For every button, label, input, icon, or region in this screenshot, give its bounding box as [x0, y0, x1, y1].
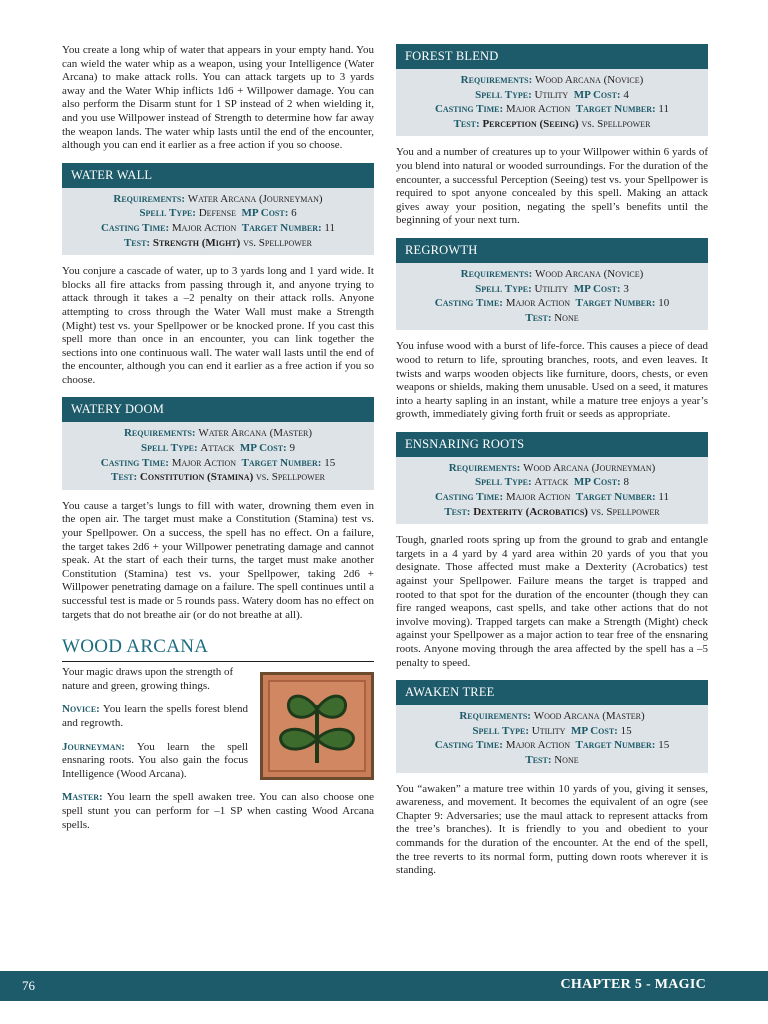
- spell-description: You “awaken” a mature tree within 10 yards of you, giving it senses, awareness, and movement. It becomes the equivalent of an ogre (see Chapter 9: Adversaries; use the maul attack to represent attacks from the tree’s branches). It is friendly to you and obedient to your commands for the duration of the encounter. At the end of the spell, the tree reverts to its normal form, putting down roots wherever it is standing.: [396, 782, 708, 877]
- page-number: 76: [22, 978, 35, 993]
- spell-forest-blend: [396, 44, 708, 136]
- spell-stats: Requirements: Wood Arcana (Novice) Spell Type: Utility MP Cost: 4 Casting Time: Major Action Target Number: 11 Test: Perception (Seeing) vs. Spellpower: [396, 69, 708, 136]
- spell-watery-doom: [62, 397, 374, 489]
- wood-arcana-block: [62, 666, 374, 832]
- spell-title: ENSNARING ROOTS: [396, 432, 708, 457]
- spell-title: REGROWTH: [396, 238, 708, 263]
- spell-description: You and a number of creatures up to your Willpower within 6 yards of you blend into natural or wooded surroundings. For the duration of the encounter, a successful Perception (Seeing) test vs. your Spellpower is required to spot anyone concealed by this spell. Making an attack gives away your position, negating the spell’s benefits until the beginning of your next turn.: [396, 146, 708, 227]
- water-whip-description: You create a long whip of water that appears in your empty hand. You can wield the water whip as a weapon, using your Intelligence (Water Arcana) to make attack rolls. You can attack targets up to 3 yards away and the Water Whip inflicts 1d6 + Willpower damage. You can also perform the Disarm stunt for 1 SP instead of 2 when wielding it, and you use Willpower instead of Strength to determine how far away the weapon lands. The water whip lasts until the end of the encounter, although you can end it earlier as a free action if you so choose.: [62, 44, 374, 152]
- page-footer: [0, 971, 768, 1001]
- spell-description: You cause a target’s lungs to fill with water, drowning them even in the open air. The target must make a Constitution (Stamina) test vs. your Spellpower. On a success, the spell has no effect. On a failure, the target takes 2d6 + your Willpower penetrating damage and cannot speak. At the start of each their turns, the target must make another Constitution (Stamina) test vs. your Spellpower, taking 2d6 + Willpower penetrating damage on a failure. The spell continues until a successful test is made or 5 rounds pass. Watery doom has no effect on targets that do not breathe air (or do not breathe at all).: [62, 499, 374, 621]
- spell-regrowth: [396, 238, 708, 330]
- spell-stats: Requirements: Wood Arcana (Master) Spell Type: Utility MP Cost: 15 Casting Time: Major Action Target Number: 15 Test: None: [396, 705, 708, 772]
- journeyman-rank: Journeyman: You learn the spell ensnaring roots. You also gain the focus Intelligence (Wood Arcana).: [62, 740, 248, 780]
- spell-water-wall: [62, 163, 374, 255]
- spell-awaken-tree: [396, 680, 708, 772]
- spell-description: You infuse wood with a burst of life-force. This causes a piece of dead wood to return to life, sprouting branches, roots, and even leaves. It twists and warps wooden objects like furniture, doors, chests, or even weapons or shields, making them unusable. Used on a seed, it matures into a hearty sapling in an instant, while a mature tree enjoys a year’s growth, immediately giving forth fruit or seeds as appropriate.: [396, 340, 708, 421]
- spell-ensnaring-roots: [396, 432, 708, 524]
- sprout-icon: [263, 675, 371, 777]
- spell-title: FOREST BLEND: [396, 44, 708, 69]
- spell-description: You conjure a cascade of water, up to 3 yards long and 1 yard wide. It blocks all fire attacks from passing through it, and anyone trying to attack through it takes a –2 penalty on their attack rolls. Anyone attempting to cross through the Water Wall must make a Strength (Might) test vs. your Spellpower or be knocked prone. If you cast this spell more than once in an encounter, you can link together the sections into one continuous wall. The water wall lasts until the end of the encounter, although you can end it earlier as a free action if you so choose.: [62, 265, 374, 386]
- master-rank: Master: You learn the spell awaken tree. You can also choose one spell stunt you can perform for –1 SP when casting Wood Arcana spells.: [62, 791, 374, 831]
- section-title-wood-arcana: WOOD ARCANA: [62, 636, 374, 662]
- spell-stats: Requirements: Wood Arcana (Journeyman) Spell Type: Attack MP Cost: 8 Casting Time: Major Action Target Number: 11 Test: Dexterity (Acrobatics) vs. Spellpower: [396, 457, 708, 524]
- spell-stats: Requirements: Water Arcana (Journeyman) Spell Type: Defense MP Cost: 6 Casting Time: Major Action Target Number: 11 Test: Strength (Might) vs. Spellpower: [62, 188, 374, 255]
- wood-arcana-tile-image: [260, 672, 374, 780]
- spell-title: AWAKEN TREE: [396, 680, 708, 705]
- spell-stats: Requirements: Wood Arcana (Novice) Spell Type: Utility MP Cost: 3 Casting Time: Major Action Target Number: 10 Test: None: [396, 263, 708, 330]
- chapter-title: CHAPTER 5 - MAGIC: [560, 977, 706, 992]
- novice-rank: Novice: You learn the spells forest blend and regrowth.: [62, 703, 249, 729]
- spell-description: Tough, gnarled roots spring up from the ground to grab and entangle targets in a 4 yard by 4 yard area within 20 yards of you that you designate. Those affected must make a Dexterity (Acrobatics) test against your Spellpower. Failure means the target is trapped and rooted to that spot for the duration of the encounter (though they can fire ranged weapons, cast spells, and take other actions that do not involve moving). Trapped targets can make a Strength (Might) check against your Spellpower as a major action to tear free of the ensnaring roots. Anyone moving through the area affected by the spell has a –5 penalty to speed.: [396, 534, 708, 669]
- wood-arcana-intro: Your magic draws upon the strength of nature and green, growing things.: [62, 666, 234, 692]
- spell-title: WATER WALL: [62, 163, 374, 188]
- left-column: [62, 44, 374, 842]
- right-column: [396, 44, 708, 888]
- spell-stats: Requirements: Water Arcana (Master) Spell Type: Attack MP Cost: 9 Casting Time: Major Action Target Number: 15 Test: Constitution (Stamina) vs. Spellpower: [62, 422, 374, 489]
- spell-title: WATERY DOOM: [62, 397, 374, 422]
